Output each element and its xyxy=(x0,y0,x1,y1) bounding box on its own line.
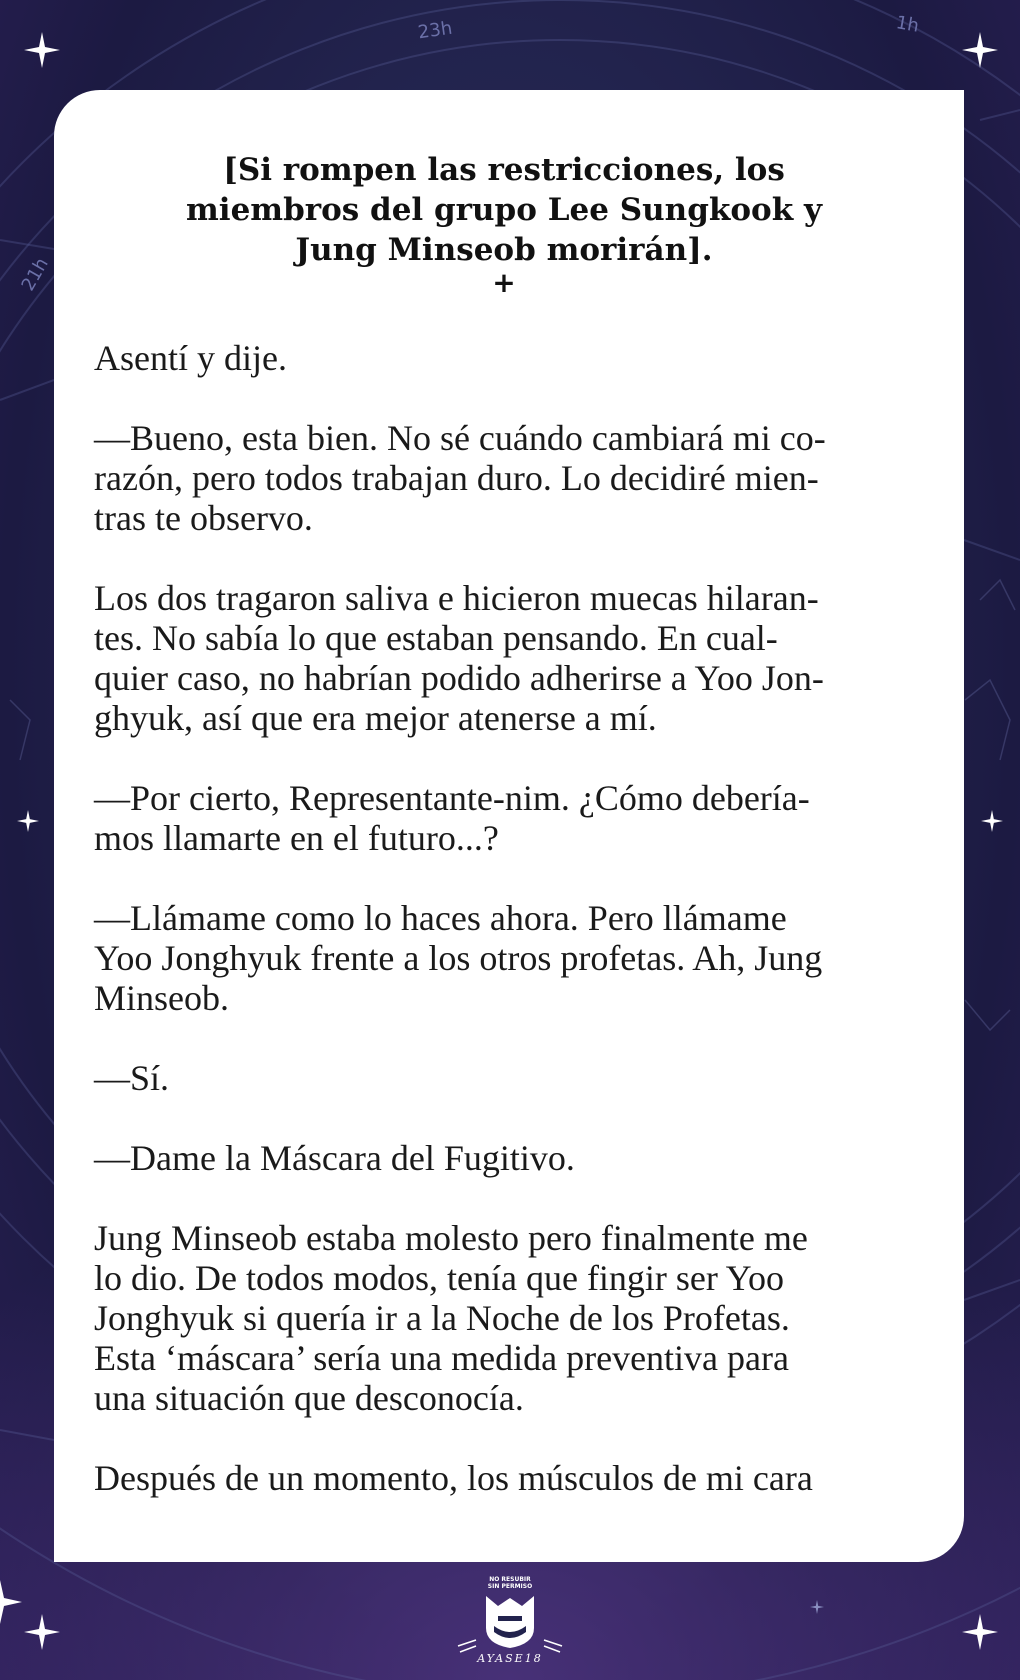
sparkle-star-icon xyxy=(24,32,60,68)
text-line: Los dos tragaron saliva e hicieron muecas hilaran- xyxy=(94,578,819,618)
text-line: Asentí y dije. xyxy=(94,338,287,378)
sparkle-star-icon xyxy=(24,1614,60,1650)
text-line: ghyuk, así que era mejor atenerse a mí. xyxy=(94,698,657,738)
paragraph xyxy=(94,578,914,738)
paragraph xyxy=(94,1138,914,1178)
story-body xyxy=(94,338,914,1498)
text-line: —Por cierto, Representante-nim. ¿Cómo debería- xyxy=(94,778,810,818)
sparkle-star-icon xyxy=(981,810,1003,832)
text-line: tes. No sabía lo que estaban pensando. En cual- xyxy=(94,618,778,658)
text-line: Esta ‘máscara’ sería una medida preventiva para xyxy=(94,1338,789,1378)
system-message-heading xyxy=(134,150,874,270)
plus-ornament: + xyxy=(492,266,516,299)
paragraph xyxy=(94,418,914,538)
text-line: quier caso, no habrían podido adherirse a Yoo Jon- xyxy=(94,658,824,698)
paragraph xyxy=(94,1218,914,1418)
logo-notice-line: SIN PERMISO xyxy=(487,1583,533,1590)
paragraph xyxy=(94,338,914,378)
translator-logo xyxy=(450,1576,570,1672)
heading-line: miembros del grupo Lee Sungkook y xyxy=(186,192,822,228)
paragraph xyxy=(94,898,914,1018)
sparkle-star-icon xyxy=(810,1600,824,1614)
clock-label-23h: 23h xyxy=(416,17,454,44)
text-line: —Bueno, esta bien. No sé cuándo cambiará mi co- xyxy=(94,418,826,458)
paragraph xyxy=(94,778,914,858)
text-line: Jonghyuk si quería ir a la Noche de los Profetas. xyxy=(94,1298,790,1338)
sparkle-star-icon xyxy=(17,810,39,832)
text-line: Yoo Jonghyuk frente a los otros profetas. Ah, Jung xyxy=(94,938,823,978)
heading-line: Jung Minseob morirán]. xyxy=(295,232,713,268)
text-line: una situación que desconocía. xyxy=(94,1378,524,1418)
text-line: Jung Minseob estaba molesto pero finalmente me xyxy=(94,1218,808,1258)
text-line: —Llámame como lo haces ahora. Pero llámame xyxy=(94,898,787,938)
sparkle-star-icon xyxy=(0,1580,24,1624)
text-line: mos llamarte en el futuro...? xyxy=(94,818,499,858)
text-line: Minseob. xyxy=(94,978,229,1018)
logo-signature: AYASE18 xyxy=(477,1652,543,1665)
sparkle-star-icon xyxy=(962,32,998,68)
paragraph xyxy=(94,1058,914,1098)
text-line: lo dio. De todos modos, tenía que fingir ser Yoo xyxy=(94,1258,784,1298)
heading-line: [Si rompen las restricciones, los xyxy=(223,152,785,188)
clock-label-21h: 21h xyxy=(17,254,53,295)
text-line: —Sí. xyxy=(94,1058,170,1098)
logo-notice-line: NO RESUBIR xyxy=(489,1576,531,1583)
clock-label-1h: 1h xyxy=(894,12,921,37)
text-line: tras te observo. xyxy=(94,498,313,538)
sparkle-star-icon xyxy=(962,1614,998,1650)
text-line: —Dame la Máscara del Fugitivo. xyxy=(94,1138,575,1178)
text-line: Después de un momento, los músculos de mi cara xyxy=(94,1458,813,1498)
paragraph xyxy=(94,1458,914,1498)
text-line: razón, pero todos trabajan duro. Lo decidiré mien- xyxy=(94,458,819,498)
text-card xyxy=(54,90,964,1562)
